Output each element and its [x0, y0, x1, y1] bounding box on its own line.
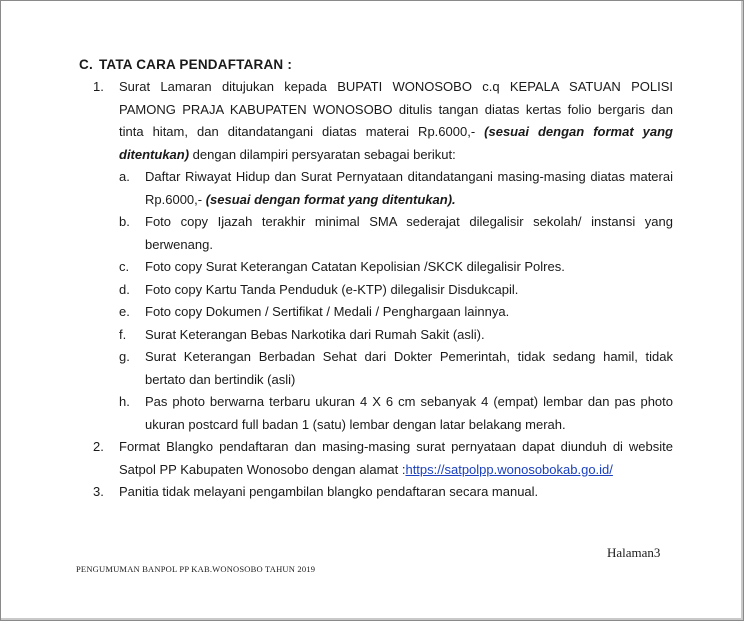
sub-item-line: berwenang. — [145, 236, 213, 252]
sub-item-letter: e. — [119, 304, 130, 319]
website-link[interactable]: https://satpolpp.wonosobokab.go.id/ — [405, 461, 613, 477]
emphasis-text: (sesuai dengan format yang — [484, 124, 673, 139]
sub-item-b — [119, 211, 673, 256]
sub-item-line: bertato dan bertindik (asli) — [145, 371, 296, 387]
sub-item-letter: a. — [119, 169, 130, 184]
item-text: tinta hitam, dan ditandatangani diatas materai Rp.6000,- — [119, 124, 485, 139]
sub-item-letter: b. — [119, 214, 130, 229]
sub-item-letter: g. — [119, 349, 130, 364]
section-title: TATA CARA PENDAFTARAN — [98, 57, 284, 72]
section-colon: : — [287, 57, 293, 72]
sub-item-line: Surat Keterangan Berbadan Sehat dari Dokter Pemerintah, tidak sedang hamil, tidak — [145, 349, 673, 364]
item-number: 2. — [93, 439, 104, 454]
sub-item-text: Rp.6000,- — [145, 191, 206, 207]
sub-item-c — [119, 256, 673, 279]
sub-item-text: Foto copy Dokumen / Sertifikat / Medali / Penghargaan lainnya. — [145, 304, 510, 319]
section-letter: C. — [79, 57, 93, 72]
sub-item-line — [145, 189, 673, 212]
sub-item-line: Daftar Riwayat Hidup dan Surat Pernyataan ditandatangani masing-masing diatas materai — [145, 169, 673, 184]
sub-item-g — [119, 346, 673, 391]
sub-item-line: ukuran postcard full badan 1 (satu) lembar dengan latar belakang merah. — [145, 416, 566, 432]
list-item-2 — [93, 436, 673, 481]
sub-list — [119, 166, 673, 436]
item-text-line — [119, 459, 673, 482]
sub-item-letter: d. — [119, 281, 130, 297]
sub-item-letter: f. — [119, 326, 127, 342]
item-text-line — [119, 144, 673, 167]
item-text: dengan dilampiri persyaratan sebagai berikut: — [189, 146, 456, 162]
sub-item-e — [119, 301, 673, 324]
main-list — [93, 76, 673, 504]
section-heading — [79, 57, 292, 72]
sub-item-h — [119, 391, 673, 436]
list-item-3 — [93, 481, 673, 504]
sub-item-d — [119, 279, 673, 302]
sub-item-letter: c. — [119, 259, 130, 274]
item-text: Satpol PP Kabupaten Wonosobo dengan alamat : — [119, 461, 406, 477]
page-number: Halaman3 — [607, 545, 661, 560]
item-number: 1. — [93, 79, 104, 94]
emphasis-text: ditentukan) — [119, 146, 190, 162]
item-text-line — [119, 121, 673, 144]
emphasis-text: (sesuai dengan format yang ditentukan). — [205, 191, 456, 207]
sub-item-text: Surat Keterangan Bebas Narkotika dari Rumah Sakit (asli). — [145, 326, 485, 342]
sub-item-text: Foto copy Surat Keterangan Catatan Kepolisian /SKCK dilegalisir Polres. — [145, 259, 565, 274]
sub-item-line: Foto copy Ijazah terakhir minimal SMA sederajat dilegalisir sekolah/ instansi yang — [145, 214, 673, 229]
sub-item-letter: h. — [119, 394, 130, 409]
sub-item-line: Pas photo berwarna terbaru ukuran 4 X 6 cm sebanyak 4 (empat) lembar dan pas photo — [145, 394, 673, 409]
item-number: 3. — [93, 484, 104, 499]
section-body — [93, 76, 673, 504]
sub-item-a — [119, 166, 673, 211]
sub-item-f — [119, 324, 673, 347]
item-text-line: Format Blangko pendaftaran dan masing-masing surat pernyataan dapat diunduh di website — [119, 439, 673, 454]
footer-title: PENGUMUMAN BANPOL PP KAB.WONOSOBO TAHUN 2019 — [76, 564, 316, 574]
item-text-line: PAMONG PRAJA KABUPATEN WONOSOBO ditulis tangan diatas kertas folio bergaris dan — [119, 101, 673, 117]
item-text: Panitia tidak melayani pengambilan blangko pendaftaran secara manual. — [119, 484, 539, 499]
item-text-line: Surat Lamaran ditujukan kepada BUPATI WONOSOBO c.q KEPALA SATUAN POLISI — [119, 79, 673, 94]
list-item-1 — [93, 76, 673, 436]
sub-item-text: Foto copy Kartu Tanda Penduduk (e-KTP) dilegalisir Disdukcapil. — [145, 281, 519, 297]
